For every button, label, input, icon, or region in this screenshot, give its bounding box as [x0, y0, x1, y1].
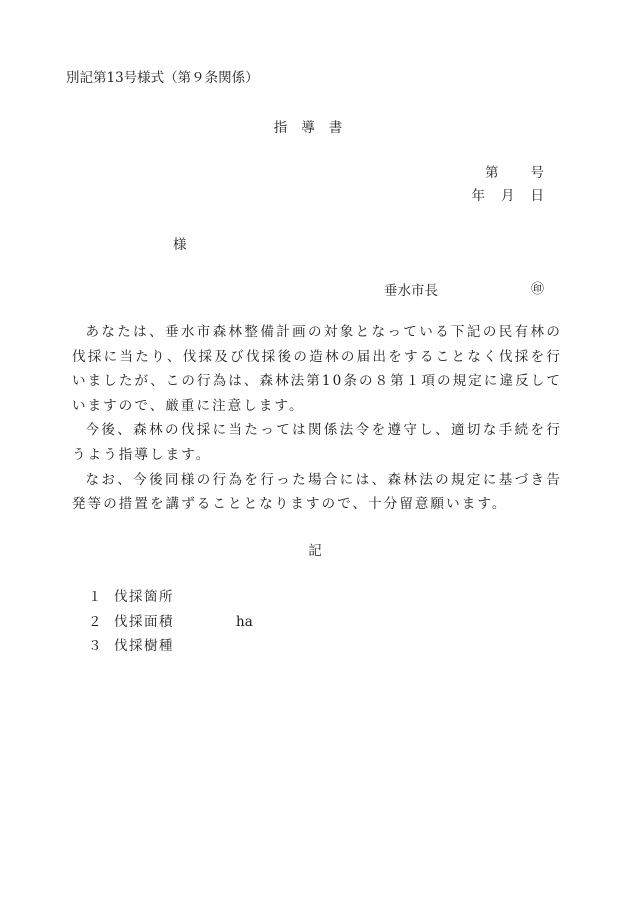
date-day-label: 日 [530, 188, 544, 204]
item-list [88, 585, 253, 659]
body-paragraph-1: あなたは、垂水市森林整備計画の対象となっている下記の民有林の伐採に当たり、伐採及び伐採後の造林の届出をすることなく伐採を行いましたが、この行為は、森林法第10条の８第１項の規定に違反していますので、厳重に注意します。 [72, 324, 562, 414]
document-number-dai: 第 [485, 165, 499, 181]
item-label: 伐採箇所 [114, 589, 174, 605]
item-number: ２ [88, 613, 102, 630]
ki-heading: 記 [308, 543, 322, 559]
addressee-suffix: 様 [173, 237, 187, 253]
date-year-label: 年 [471, 188, 485, 204]
item-number: ３ [88, 638, 102, 655]
document-title: 指導書 [273, 120, 357, 136]
item-label: 伐採樹種 [114, 638, 174, 655]
body-paragraph-3: なお、今後同様の行為を行った場合には、森林法の規定に基づき告発等の措置を講ずることとなりますので、十分留意願います。 [72, 471, 562, 513]
body-text [72, 320, 562, 517]
item-unit: ha [236, 613, 253, 630]
date-month-label: 月 [501, 188, 515, 204]
sender-name: 垂水市長 [384, 283, 438, 299]
document-date [472, 184, 545, 204]
body-paragraph-2: 今後、森林の伐採に当たっては関係法令を遵守し、適切な手続を行うよう指導します。 [72, 422, 562, 463]
item-label: 伐採面積 [114, 613, 174, 630]
document-number-go: 号 [530, 165, 544, 181]
list-item [88, 585, 253, 610]
seal-mark: ㊞ [531, 282, 545, 297]
list-item [88, 634, 253, 659]
form-label: 別記第13号様式（第９条関係） [66, 70, 259, 86]
document-number [485, 161, 544, 181]
list-item [88, 610, 253, 635]
item-number: １ [88, 589, 102, 605]
